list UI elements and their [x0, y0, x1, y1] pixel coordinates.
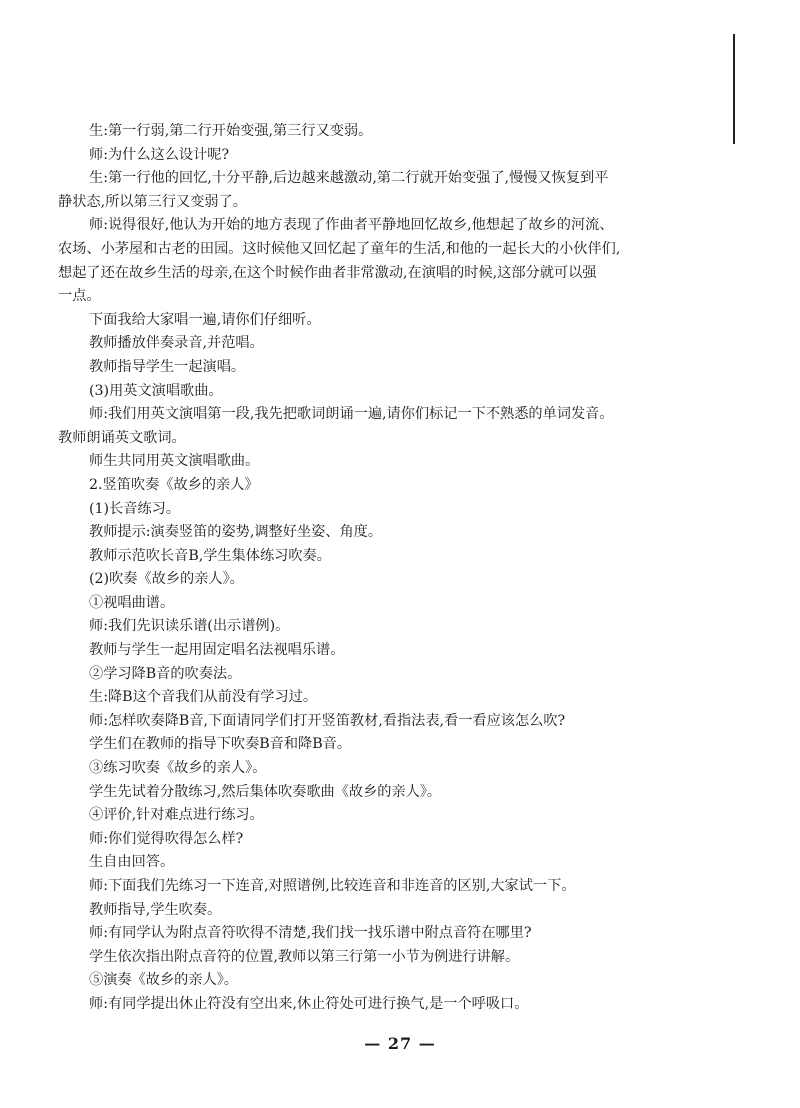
- text-line: 生自由回答。: [89, 854, 175, 871]
- text-line: ②学习降B音的吹奏法。: [89, 665, 242, 682]
- text-line: 师:怎样吹奏降B音,下面请同学们打开竖笛教材,看指法表,看一看应该怎么吹?: [89, 712, 566, 729]
- text-line: 师:有同学提出休止符没有空出来,休止符处可进行换气,是一个呼吸口。: [89, 995, 529, 1012]
- text-line: ④评价,针对难点进行练习。: [89, 807, 264, 824]
- text-line: 师:你们觉得吹得怎么样?: [89, 830, 244, 847]
- text-line: 师:我们先识读乐谱(出示谱例)。: [89, 618, 290, 635]
- text-line: 学生依次指出附点音符的位置,教师以第三行第一小节为例进行讲解。: [89, 948, 520, 965]
- text-line: 静状态,所以第三行又变弱了。: [58, 193, 247, 210]
- text-line: 生:第一行他的回忆,十分平静,后边越来越激动,第二行就开始变强了,慢慢又恢复到平: [89, 170, 609, 187]
- text-line: 想起了还在故乡生活的母亲,在这个时候作曲者非常激动,在演唱的时候,这部分就可以强: [58, 264, 597, 281]
- text-line: (3)用英文演唱歌曲。: [89, 382, 223, 399]
- text-line: 师:有同学认为附点音符吹得不清楚,我们找一找乐谱中附点音符在哪里?: [89, 925, 532, 942]
- page-number: — 27 —: [364, 1034, 436, 1053]
- text-line: 师:说得很好,他认为开始的地方表现了作曲者平静地回忆故乡,他想起了故乡的河流、: [89, 217, 614, 234]
- text-line: (1)长音练习。: [89, 500, 181, 517]
- text-line: (2)吹奏《故乡的亲人》。: [89, 571, 244, 588]
- text-line: 学生先试着分散练习,然后集体吹奏歌曲《故乡的亲人》。: [89, 783, 442, 800]
- text-line: ③练习吹奏《故乡的亲人》。: [89, 760, 267, 777]
- text-line: 教师指导学生一起演唱。: [89, 358, 246, 375]
- body-text: [58, 120, 692, 1017]
- text-line: 下面我给大家唱一遍,请你们仔细听。: [89, 311, 321, 328]
- text-line: 教师示范吹长音B,学生集体练习吹奏。: [89, 547, 331, 564]
- text-line: 2.竖笛吹奏《故乡的亲人》: [89, 476, 259, 493]
- text-line: 教师与学生一起用固定唱名法视唱乐谱。: [89, 642, 345, 659]
- text-line: 教师朗诵英文歌词。: [58, 429, 186, 446]
- text-line: 一点。: [58, 288, 101, 305]
- text-line: 教师指导,学生吹奏。: [89, 901, 222, 918]
- text-line: ⑤演奏《故乡的亲人》。: [89, 972, 238, 989]
- text-line: 生:第一行弱,第二行开始变强,第三行又变弱。: [89, 123, 373, 139]
- text-line: 农场、小茅屋和古老的田园。这时候他又回忆起了童年的生活,和他的一起长大的小伙伴们,: [58, 240, 621, 257]
- text-line: 师生共同用英文演唱歌曲。: [89, 453, 260, 470]
- text-line: 师:为什么这么设计呢?: [89, 146, 230, 163]
- margin-rule: [733, 34, 735, 144]
- text-line: 教师提示:演奏竖笛的姿势,调整好坐姿、角度。: [89, 524, 383, 541]
- text-line: 教师播放伴奏录音,并范唱。: [89, 335, 264, 352]
- text-line: ①视唱曲谱。: [89, 594, 175, 611]
- text-line: 生:降B这个音我们从前没有学习过。: [89, 689, 318, 706]
- text-line: 师:下面我们先练习一下连音,对照谱例,比较连音和非连音的区别,大家试一下。: [89, 878, 576, 894]
- text-line: 学生们在教师的指导下吹奏B音和降B音。: [89, 736, 352, 753]
- text-line: 师:我们用英文演唱第一段,我先把歌词朗诵一遍,请你们标记一下不熟悉的单词发音。: [89, 406, 614, 423]
